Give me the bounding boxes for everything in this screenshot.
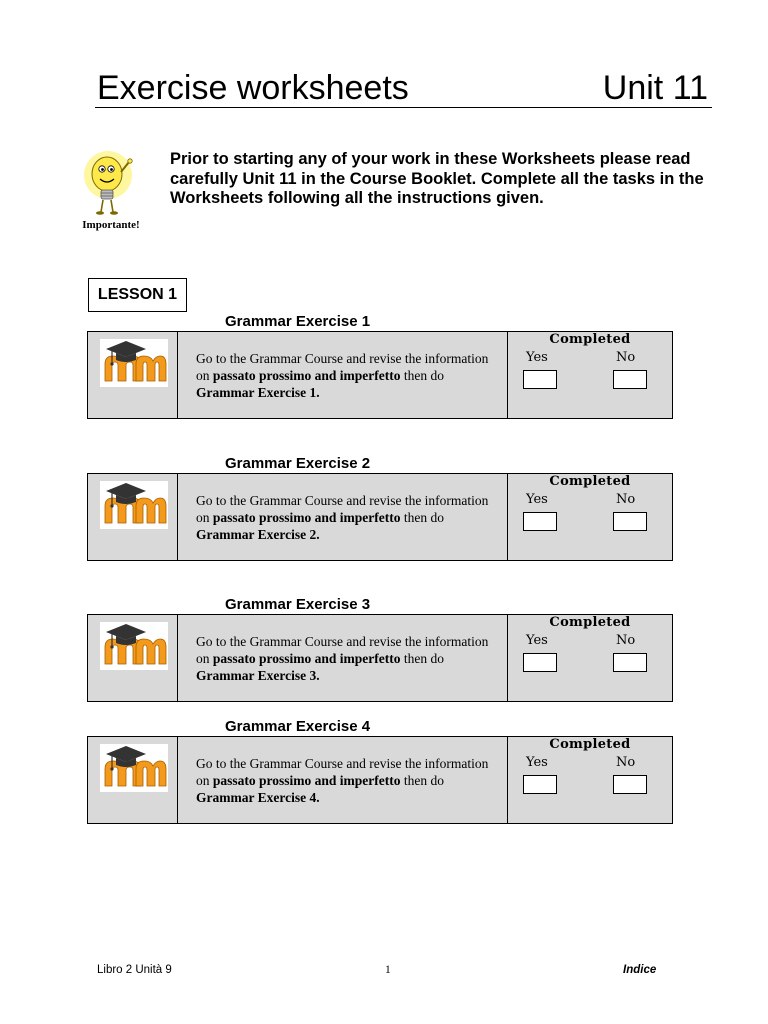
desc-text-1: Go to the Grammar Course and revise the information on	[196, 634, 489, 666]
yes-checkbox[interactable]	[523, 370, 557, 389]
exercise-heading: Grammar Exercise 1	[225, 313, 371, 330]
desc-bold-2: Grammar Exercise 2.	[196, 527, 320, 542]
desc-text-1: Go to the Grammar Course and revise the information on	[196, 756, 489, 788]
exercise-row	[87, 736, 673, 824]
yes-checkbox[interactable]	[523, 512, 557, 531]
exercise-heading: Grammar Exercise 4	[225, 718, 371, 735]
no-label: No	[616, 492, 636, 507]
completion-cell	[508, 474, 672, 560]
desc-bold-1: passato prossimo and imperfetto	[212, 368, 401, 383]
page-title: Exercise worksheets	[97, 69, 409, 107]
completed-label: Completed	[549, 332, 631, 347]
logo-cell	[88, 737, 178, 823]
moodle-logo-icon[interactable]	[100, 744, 168, 792]
exercise-row	[87, 473, 673, 561]
no-label: No	[616, 633, 636, 648]
intro-text	[170, 150, 710, 209]
desc-text-2: then do	[400, 510, 445, 525]
exercise-description	[178, 615, 508, 701]
completion-cell	[508, 615, 672, 701]
desc-bold-1: passato prossimo and imperfetto	[212, 651, 401, 666]
no-checkbox[interactable]	[613, 775, 647, 794]
yes-checkbox[interactable]	[523, 775, 557, 794]
desc-text-1: Go to the Grammar Course and revise the information on	[196, 493, 489, 525]
exercise-row	[87, 614, 673, 702]
logo-cell	[88, 332, 178, 418]
exercise-heading: Grammar Exercise 2	[225, 455, 371, 472]
completed-label: Completed	[549, 615, 631, 630]
desc-text-2: then do	[400, 651, 445, 666]
yes-label: Yes	[526, 755, 548, 770]
completed-label: Completed	[549, 474, 631, 489]
no-label: No	[616, 755, 636, 770]
title-rule	[95, 107, 712, 108]
yes-label: Yes	[526, 492, 548, 507]
desc-text-1: Go to the Grammar Course and revise the information on	[196, 351, 489, 383]
desc-bold-2: Grammar Exercise 4.	[196, 790, 320, 805]
footer-index-link[interactable]: Indice	[623, 964, 657, 976]
yes-label: Yes	[526, 350, 548, 365]
logo-cell	[88, 474, 178, 560]
desc-bold-1: passato prossimo and imperfetto	[212, 510, 401, 525]
exercise-row	[87, 331, 673, 419]
no-checkbox[interactable]	[613, 653, 647, 672]
completed-label: Completed	[549, 737, 631, 752]
desc-text-2: then do	[400, 368, 445, 383]
exercise-heading: Grammar Exercise 3	[225, 596, 371, 613]
yes-label: Yes	[526, 633, 548, 648]
footer-book: Libro 2 Unità 9	[97, 964, 172, 976]
exercise-description	[178, 737, 508, 823]
no-checkbox[interactable]	[613, 370, 647, 389]
moodle-logo-icon[interactable]	[100, 339, 168, 387]
completion-cell	[508, 332, 672, 418]
logo-cell	[88, 615, 178, 701]
unit-title: Unit 11	[602, 69, 708, 107]
completion-cell	[508, 737, 672, 823]
moodle-logo-icon[interactable]	[100, 622, 168, 670]
no-label: No	[616, 350, 636, 365]
moodle-logo-icon[interactable]	[100, 481, 168, 529]
desc-bold-1: passato prossimo and imperfetto	[212, 773, 401, 788]
exercise-description	[178, 474, 508, 560]
exercise-description	[178, 332, 508, 418]
footer-page-number: 1	[385, 964, 391, 976]
yes-checkbox[interactable]	[523, 653, 557, 672]
intro-paragraph: Prior to starting any of your work in these Worksheets please read carefully Unit 11 in the Course Booklet. Complete all the tasks in the Worksheets following all the instructions given.	[170, 150, 704, 207]
lightbulb-mascot-icon	[78, 150, 138, 216]
desc-text-2: then do	[400, 773, 445, 788]
desc-bold-2: Grammar Exercise 1.	[196, 385, 320, 400]
desc-bold-2: Grammar Exercise 3.	[196, 668, 320, 683]
important-label: Importante!	[82, 219, 140, 231]
lesson-label: LESSON 1	[88, 278, 187, 312]
no-checkbox[interactable]	[613, 512, 647, 531]
